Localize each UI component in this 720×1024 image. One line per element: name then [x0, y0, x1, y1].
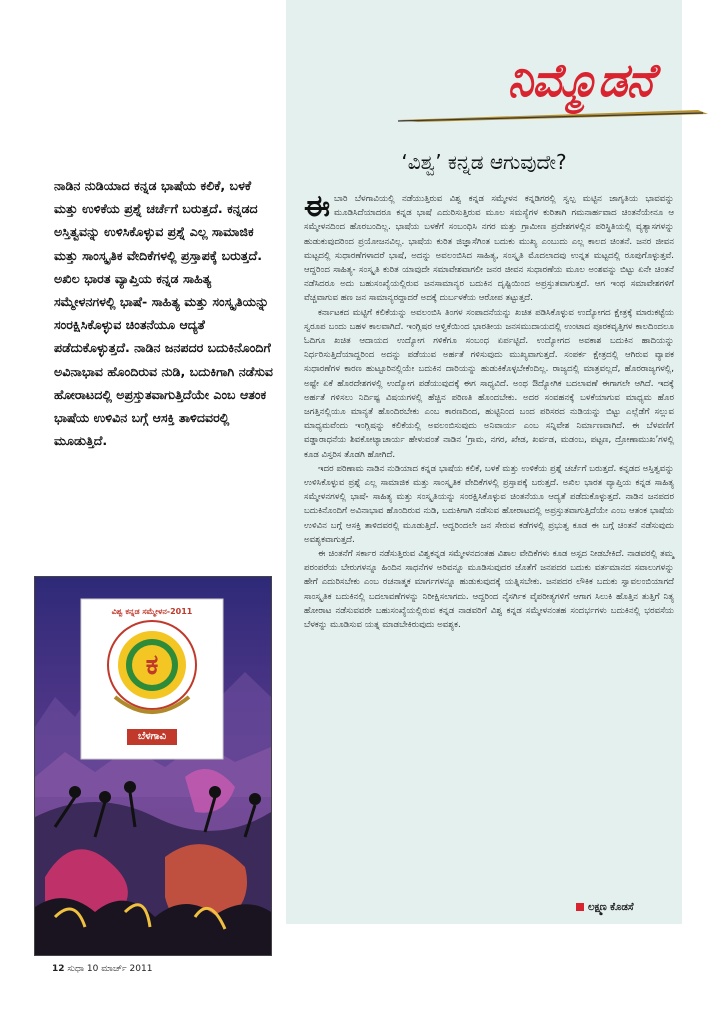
- conference-poster: [34, 576, 272, 956]
- article-title: ‘ವಿಶ್ವ’ ಕನ್ನಡ ಆಗುವುದೇ?: [401, 150, 567, 174]
- article-paragraph-2: ಕರ್ನಾಟಕದ ಮಟ್ಟಿಗೆ ಕಲಿಕೆಯನ್ನು ಅವಲಂಬಿಸಿ ತಿಂಗಳ ಸಂಪಾದನೆಯನ್ನು ಖಚಿತ ಪಡಿಸಿಕೊಳ್ಳುವ ಉದ್ಯೋಗದ ಕ್ಷೇತ್ರಕ್ಕೆ ಮಾರುಕಟ್ಟೆಯ ಸ್ವರೂಪ ಬಂದು ಬಹಳ ಕಾಲವಾಗಿದೆ. ಇಂಗ್ಲಿಷರ ಆಳ್ವಿಕೆಯಿಂದ ಭಾರತೀಯ ಜನಸಮುದಾಯದಲ್ಲಿ ಉಂಟಾದ ಪೂರಕವೃತ್ತಿಗಳ ಕಾಲದಿಂದಲೂ ಓದಿಗೂ ಖಚಿತ ಆದಾಯದ ಉದ್ಯೋಗ ಗಳಿಕೆಗೂ ಸಂಬಂಧ ಏರ್ಪಟ್ಟಿದೆ. ಉದ್ಯೋಗದ ಅವಕಾಶ ಬದುಕಿನ ಹಾದಿಯನ್ನು ನಿರ್ಧರಿಸುತ್ತಿದೆಯಾದ್ದರಿಂದ ಅದನ್ನು ಪಡೆಯುವ ಅರ್ಹತೆ ಗಳಿಸುವುದು ಮುಖ್ಯವಾಗುತ್ತದೆ. ಸಂಪರ್ಕ ಕ್ಷೇತ್ರದಲ್ಲಿ ಆಗಿರುವ ವ್ಯಾಪಕ ಸುಧಾರಣೆಗಳ ಕಾರಣ ಹುಟ್ಟೂರಿನಲ್ಲಿಯೇ ಬದುಕಿನ ದಾರಿಯನ್ನು ಹುಡುಕಿಕೊಳ್ಳಬೇಕೆಂದಿಲ್ಲ. ರಾಜ್ಯದಲ್ಲಿ ಮಾತ್ರವಲ್ಲದೆ, ಹೊರರಾಜ್ಯಗಳಲ್ಲಿ, ಅಷ್ಟೇ ಏಕೆ ಹೊರದೇಶಗಳಲ್ಲಿ ಉದ್ಯೋಗ ಪಡೆಯುವುದಕ್ಕೆ ಈಗ ಸಾಧ್ಯವಿದೆ. ಅಂಥ ಔದ್ಯೋಗಿಕ ಬದಲಾವಣೆ ಈಗಾಗಲೇ ಆಗಿದೆ. ಇದಕ್ಕೆ ಅರ್ಹತೆ ಗಳಿಸಲು ನಿರ್ದಿಷ್ಟ ವಿಷಯಗಳಲ್ಲಿ ಹೆಚ್ಚಿನ ಪರಿಣತಿ ಹೊಂದಬೇಕು. ಅದರ ಸಂವಹನಕ್ಕೆ ಬಳಕೆಯಾಗುವ ಮಾಧ್ಯಮ ಹೊರ ಜಗತ್ತಿನಲ್ಲಿಯೂ ಮಾನ್ಯತೆ ಹೊಂದಿರಬೇಕು ಎಂಬ ಕಾರಣದಿಂದ, ಹುಟ್ಟಿನಿಂದ ಬಂದ ಪರಿಸರದ ನುಡಿಯನ್ನು ಬಿಟ್ಟು ಎಲ್ಲೆಡೆಗೆ ಸಲ್ಲುವ ಮಾಧ್ಯಮವೆಂದು ಇಂಗ್ಲಿಷನ್ನು ಕಲಿಕೆಯಲ್ಲಿ ಅವಲಂಬಿಸುವುದು ಅನಿವಾರ್ಯ ಎಂಬ ಸನ್ನಿವೇಶ ನಿರ್ಮಾಣವಾಗಿದೆ. ಈ ಬೆಳವಣಿಗೆ ವಡ್ಡಾರಾಧನೆಯ ಶಿವಕೋಟ್ಯಾಚಾರ್ಯ ಹೇಳುವಂತೆ ನಾಡಿನ ‘ಗ್ರಾಮ, ನಗರ, ಖೇಡ, ಖರ್ವಡ, ಮಡಂಬ, ಪಟ್ಟಣ, ದ್ರೋಣಾಮುಖ’ಗಳಲ್ಲಿ ಕೂಡ ವಿಸ್ತರಿಸ ತೊಡಗಿ ಹೋಗಿದೆ.: [304, 307, 674, 460]
- pull-quote: ನಾಡಿನ ನುಡಿಯಾದ ಕನ್ನಡ ಭಾಷೆಯ ಕಲಿಕೆ, ಬಳಕೆ ಮತ್ತು ಉಳಿಕೆಯ ಪ್ರಶ್ನೆ ಚರ್ಚೆಗೆ ಬರುತ್ತದೆ. ಕನ್ನಡದ ಅಸ್ತಿತ್ವವನ್ನು ಉಳಿಸಿಕೊಳ್ಳುವ ಪ್ರಶ್ನೆ ಎಲ್ಲ ಸಾಮಾಜಿಕ ಮತ್ತು ಸಾಂಸ್ಕೃತಿಕ ವೇದಿಕೆಗಳಲ್ಲಿ ಪ್ರಸ್ತಾಪಕ್ಕೆ ಬರುತ್ತದೆ. ಅಖಿಲ ಭಾರತ ವ್ಯಾಪ್ತಿಯ ಕನ್ನಡ ಸಾಹಿತ್ಯ ಸಮ್ಮೇಳನಗಳಲ್ಲಿ ಭಾಷೆ- ಸಾಹಿತ್ಯ ಮತ್ತು ಸಂಸ್ಕೃತಿಯನ್ನು ಸಂರಕ್ಷಿಸಿಕೊಳ್ಳುವ ಚಿಂತನೆಯೂ ಆದ್ಯತೆ ಪಡೆದುಕೊಳ್ಳುತ್ತದೆ. ನಾಡಿನ ಜನಪದರ ಬದುಕಿನೊಂದಿಗೆ ಅವಿನಾಭಾವ ಹೊಂದಿರುವ ನುಡಿ, ಬದುಕಿಗಾಗಿ ನಡೆಸುವ ಹೋರಾಟದಲ್ಲಿ ಅಪ್ರಸ್ತುತವಾಗುತ್ತಿದೆಯೇ ಎಂಬ ಆತಂಕ ಭಾಷೆಯ ಉಳಿವಿನ ಬಗ್ಗೆ ಆಸಕ್ತಿ ತಾಳಿದವರಲ್ಲಿ ಮೂಡುತ್ತಿದೆ.: [54, 178, 274, 449]
- article-paragraph-1: ಈಬಾರಿ ಬೆಳಗಾವಿಯಲ್ಲಿ ನಡೆಯುತ್ತಿರುವ ವಿಶ್ವ ಕನ್ನಡ ಸಮ್ಮೇಳನ ಕನ್ನಡಿಗರಲ್ಲಿ ಸ್ವಲ್ಪ ಮಟ್ಟಿನ ಜಾಗೃತಿಯ ಭಾವವನ್ನು ಮೂಡಿಸಿದೆಯಾದರೂ ಕನ್ನಡ ಭಾಷೆ ಎದುರಿಸುತ್ತಿರುವ ಮೂಲ ಸಮಸ್ಯೆಗಳ ಕುರಿತಾಗಿ ಗಮನಾರ್ಹವಾದ ಚಿಂತನೆಯೇನೂ ಆ ಸಮ್ಮೇಳನದಿಂದ ಹೊರಬಂದಿಲ್ಲ. ಭಾಷೆಯ ಬಳಕೆಗೆ ಸಂಬಂಧಿಸಿ ನಗರ ಮತ್ತು ಗ್ರಾಮೀಣ ಪ್ರದೇಶಗಳಲ್ಲಿನ ಪರಿಸ್ಥಿತಿಯಲ್ಲಿ ವ್ಯತ್ಯಾಸಗಳನ್ನು ಹುಡುಕುವುದರಿಂದ ಪ್ರಯೋಜನವಿಲ್ಲ. ಭಾಷೆಯ ಕುರಿತ ಜಿಜ್ಞಾಸೆಗಿಂತ ಬದುಕು ಮುಖ್ಯ ಎಂಬುದು ಎಲ್ಲ ಕಾಲದ ಚಿಂತನೆ. ಜನರ ಜೀವನ ಮಟ್ಟದಲ್ಲಿ ಸುಧಾರಣೆಗಳಾದರೆ ಭಾಷೆ, ಅದನ್ನು ಅವಲಂಬಿಸಿದ ಸಾಹಿತ್ಯ, ಸಂಸ್ಕೃತಿ ಮೊದಲಾದವು ಉನ್ನತ ಮಟ್ಟದಲ್ಲಿ ರೂಪುಗೊಳ್ಳುತ್ತವೆ. ಆದ್ದರಿಂದ ಸಾಹಿತ್ಯ- ಸಂಸ್ಕೃತಿ ಕುರಿತ ಯಾವುದೇ ಸಮಾವೇಶವಾಗಲೀ ಜನರ ಜೀವನ ಸುಧಾರಣೆಯ ಮೂಲ ಅಂಶವನ್ನು ಬಿಟ್ಟು ಏನೇ ಚಿಂತನೆ ನಡೆಸಿದರೂ ಅದು ಬಹುಸಂಖ್ಯೆಯಲ್ಲಿರುವ ಜನಸಾಮಾನ್ಯರ ಬದುಕಿನ ದೃಷ್ಟಿಯಿಂದ ಅಪ್ರಸ್ತುತವಾಗುತ್ತದೆ. ಆಗ ಇಂಥ ಸಮಾವೇಶಗಳಿಗೆ ವೆಚ್ಚವಾಗುವ ಹಣ ಜನ ಸಾಮಾನ್ಯರದ್ದಾದರೆ ಅದಕ್ಕೆ ದುರ್ಬಳಕೆಯ ಆರೋಪ ತಟ್ಟುತ್ತದೆ.: [304, 189, 674, 304]
- page-number: 12: [52, 964, 65, 974]
- article-paragraph-4: ಈ ಚಿಂತನೆಗೆ ಸರ್ಕಾರ ನಡೆಸುತ್ತಿರುವ ವಿಶ್ವಕನ್ನಡ ಸಮ್ಮೇಳನದಂತಹ ವಿಶಾಲ ವೇದಿಕೆಗಳು ಕೂಡ ಅಸ್ಪದ ನೀಡಬೇಕಿದೆ. ನಾಡವರಲ್ಲಿ ತಮ್ಮ ಪರಂಪರೆಯ ಬೇರುಗಳನ್ನೂ ಹಿಂದಿನ ಸಾಧನೆಗಳ ಅರಿವನ್ನೂ ಮೂಡಿಸುವುದರ ಜೊತೆಗೆ ಜನಪದರ ಬದುಕು ವರ್ತಮಾನದ ಸವಾಲುಗಳನ್ನು ಹೇಗೆ ಎದುರಿಸಬೇಕು ಎಂಬ ರಚನಾತ್ಮಕ ಮಾರ್ಗಗಳನ್ನೂ ಹುಡುಕುವುದಕ್ಕೆ ಯತ್ನಿಸಬೇಕು. ಜನಪದರ ಲೌಕಿಕ ಬದುಕು ಸ್ವಾವಲಂಬಿಯಾಗದೆ ಸಾಂಸ್ಕೃತಿಕ ಬದುಕಿನಲ್ಲಿ ಬದಲಾವಣೆಗಳನ್ನು ನಿರೀಕ್ಷಿಸಲಾಗದು. ಆದ್ದರಿಂದ ನೈಸರ್ಗಿಕ ವೈಪರೀತ್ಯಗಳಿಗೆ ಆಗಾಗ ಸಿಲುಕಿ ಹೊತ್ತಿನ ತುತ್ತಿಗೆ ನಿತ್ಯ ಹೋರಾಟ ನಡೆಸುವವರೇ ಬಹುಸಂಖ್ಯೆಯಲ್ಲಿರುವ ಕನ್ನಡ ನಾಡವರಿಗೆ ವಿಶ್ವ ಕನ್ನಡ ಸಮ್ಮೇಳನಂತಹ ಸಂದರ್ಭಗಳು ಬದುಕಿನಲ್ಲಿ ಭರವಸೆಯ ಬೆಳಕನ್ನು ಮೂಡಿಸುವ ಯತ್ನ ಮಾಡಬೇಕಿರುವುದು ಅವಶ್ಯಕ.: [304, 549, 674, 631]
- byline-square-icon: [576, 903, 584, 911]
- poster-city-label: ಬೆಳಗಾವಿ: [137, 731, 167, 742]
- page-footer: [52, 964, 152, 974]
- poster-kannada-glyph: ಕ: [145, 648, 159, 681]
- masthead-swoosh: [398, 108, 708, 122]
- poster-artwork: [35, 577, 271, 955]
- byline-author: ಲಕ್ಷ್ಮಣ ಕೊಡಸೆ: [588, 902, 634, 913]
- section-masthead: ನಿಮ್ಮೊಡನೆ: [507, 53, 653, 107]
- article-paragraph-3: ಇದರ ಪರಿಣಾಮ ನಾಡಿನ ನುಡಿಯಾದ ಕನ್ನಡ ಭಾಷೆಯ ಕಲಿಕೆ, ಬಳಕೆ ಮತ್ತು ಉಳಿಕೆಯ ಪ್ರಶ್ನೆ ಚರ್ಚೆಗೆ ಬರುತ್ತದೆ. ಕನ್ನಡದ ಅಸ್ತಿತ್ವವನ್ನು ಉಳಿಸಿಕೊಳ್ಳುವ ಪ್ರಶ್ನೆ ಎಲ್ಲ ಸಾಮಾಜಿಕ ಮತ್ತು ಸಾಂಸ್ಕೃತಿಕ ವೇದಿಕೆಗಳಲ್ಲಿ ಪ್ರಸ್ತಾಪಕ್ಕೆ ಬರುತ್ತದೆ. ಅಖಿಲ ಭಾರತ ವ್ಯಾಪ್ತಿಯ ಕನ್ನಡ ಸಾಹಿತ್ಯ ಸಮ್ಮೇಳನಗಳಲ್ಲಿ ಭಾಷೆ- ಸಾಹಿತ್ಯ ಮತ್ತು ಸಂಸ್ಕೃತಿಯನ್ನು ಸಂರಕ್ಷಿಸಿಕೊಳ್ಳುವ ಚಿಂತನೆಯೂ ಆದ್ಯತೆ ಪಡೆದುಕೊಳ್ಳುತ್ತದೆ. ನಾಡಿನ ಜನಪದರ ಬದುಕಿನೊಂದಿಗೆ ಅವಿನಾಭಾವ ಹೊಂದಿರುವ ನುಡಿ, ಬದುಕಿಗಾಗಿ ನಡೆಸುವ ಹೋರಾಟದಲ್ಲಿ ಅಪ್ರಸ್ತುತವಾಗುತ್ತಿದೆಯೇ ಎಂಬ ಆತಂಕ ಭಾಷೆಯ ಉಳಿವಿನ ಬಗ್ಗೆ ಆಸಕ್ತಿ ತಾಳಿದವರಲ್ಲಿ ಮೂಡುತ್ತಿದೆ. ಆದ್ದರಿಂದಲೇ ಜನ ಸೇರುವ ಕಡೆಗಳಲ್ಲಿ ಪ್ರಭುತ್ವ ಕೂಡ ಈ ಬಗ್ಗೆ ಚಿಂತನೆ ನಡೆಸುವುದು ಅವಶ್ಯಕವಾಗುತ್ತದೆ.: [304, 463, 674, 545]
- poster-ring-text: ವಿಶ್ವ ಕನ್ನಡ ಸಮ್ಮೇಳನ-2011: [111, 607, 193, 616]
- publication-name: ಸುಧಾ: [67, 964, 85, 974]
- issue-date: 10 ಮಾರ್ಚ್ 2011: [86, 964, 153, 974]
- drop-cap: ಈ: [304, 189, 331, 224]
- byline: [576, 902, 634, 913]
- article-body: [304, 189, 674, 632]
